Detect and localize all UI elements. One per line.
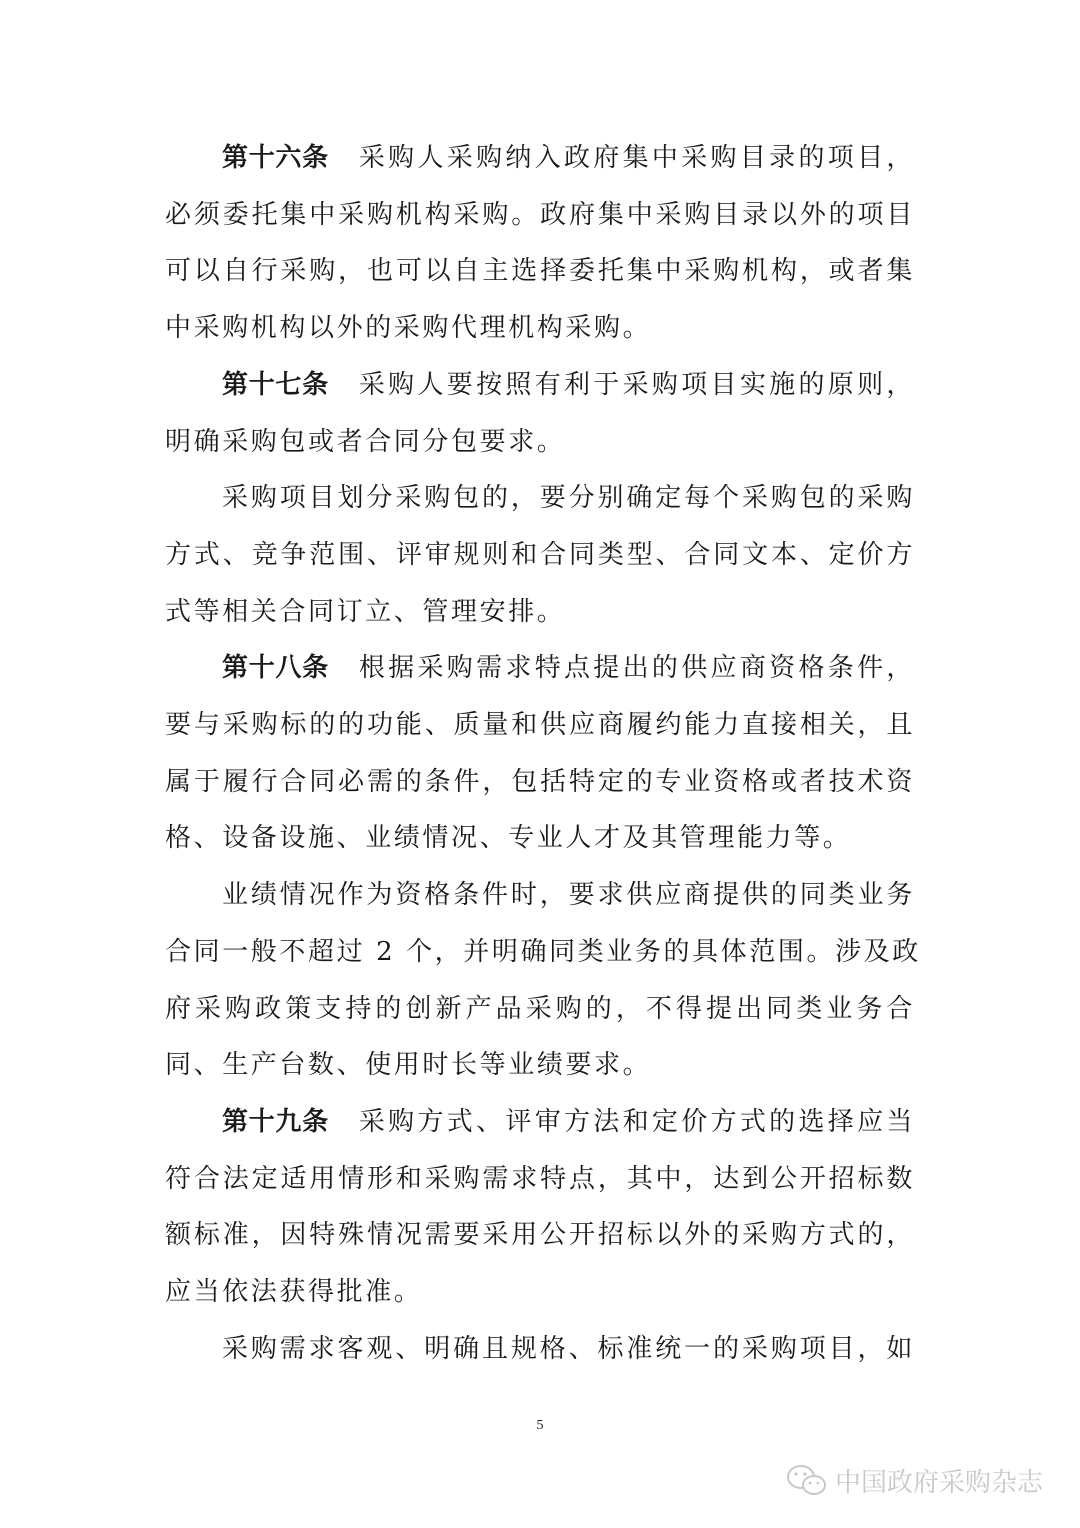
text-line (165, 251, 915, 291)
text-line (165, 1159, 915, 1199)
line-text: 采购人要按照有利于采购项目实施的原则， (358, 369, 915, 400)
wechat-icon (785, 1463, 829, 1499)
text-line (165, 932, 921, 972)
line-text: 中采购机构以外的采购代理机构采购。 (165, 313, 652, 344)
text-line (165, 1045, 915, 1085)
text-line (165, 705, 915, 745)
line-text: 同、生产台数、使用时长等业绩要求。 (165, 1050, 652, 1081)
text-line (222, 875, 915, 915)
watermark (785, 1462, 1043, 1499)
article-number: 第十六条 (222, 143, 329, 173)
line-text: 必须委托集中采购机构采购。政府集中采购目录以外的项目 (165, 199, 915, 230)
line-text: 额标准，因特殊情况需要采用公开招标以外的采购方式的， (165, 1220, 915, 1251)
watermark-text: 中国政府采购杂志 (835, 1468, 1044, 1498)
line-text: 应当依法获得批准。 (165, 1277, 423, 1307)
line-text: 属于履行合同必需的条件，包括特定的专业资格或者技术资 (165, 766, 915, 797)
text-line (165, 592, 915, 632)
article-number: 第十七条 (222, 369, 329, 400)
text-line (165, 535, 915, 575)
text-line (222, 1329, 915, 1369)
text-line (165, 989, 915, 1029)
text-line (222, 478, 915, 518)
text-line (222, 138, 915, 178)
text-line (222, 648, 915, 688)
text-line (165, 1272, 915, 1312)
text-line (165, 818, 915, 858)
line-text: 可以自行采购，也可以自主选择委托集中采购机构，或者集 (165, 256, 915, 287)
text-line (165, 195, 915, 235)
text-line (165, 308, 915, 348)
line-text: 合同一般不超过 2 个，并明确同类业务的具体范围。涉及政 (165, 936, 921, 967)
page-number: 5 (536, 1418, 544, 1433)
article-number: 第十九条 (222, 1106, 329, 1137)
line-text: 式等相关合同订立、管理安排。 (165, 596, 566, 627)
article-number: 第十八条 (222, 653, 329, 684)
text-line (222, 365, 915, 405)
line-text: 要与采购标的的功能、质量和供应商履约能力直接相关，且 (165, 710, 915, 740)
text-line (165, 762, 915, 802)
line-text: 方式、竞争范围、评审规则和合同类型、合同文本、定价方 (165, 539, 915, 570)
line-text: 采购需求客观、明确且规格、标准统一的采购项目，如 (222, 1333, 915, 1364)
line-text: 符合法定适用情形和采购需求特点，其中，达到公开招标数 (165, 1163, 915, 1194)
line-text: 根据采购需求特点提出的供应商资格条件， (358, 653, 915, 684)
text-line (165, 422, 915, 462)
text-line (222, 1102, 915, 1142)
line-text: 采购方式、评审方法和定价方式的选择应当 (358, 1106, 915, 1137)
text-line (165, 1215, 915, 1255)
line-text: 采购项目划分采购包的，要分别确定每个采购包的采购 (222, 483, 915, 514)
line-text: 格、设备设施、业绩情况、专业人才及其管理能力等。 (165, 823, 852, 854)
line-text: 明确采购包或者合同分包要求。 (165, 426, 566, 457)
line-text: 采购人采购纳入政府集中采购目录的项目， (358, 143, 915, 173)
line-text: 府采购政策支持的创新产品采购的，不得提出同类业务合 (165, 993, 915, 1024)
line-text: 业绩情况作为资格条件时，要求供应商提供的同类业务 (222, 880, 915, 911)
